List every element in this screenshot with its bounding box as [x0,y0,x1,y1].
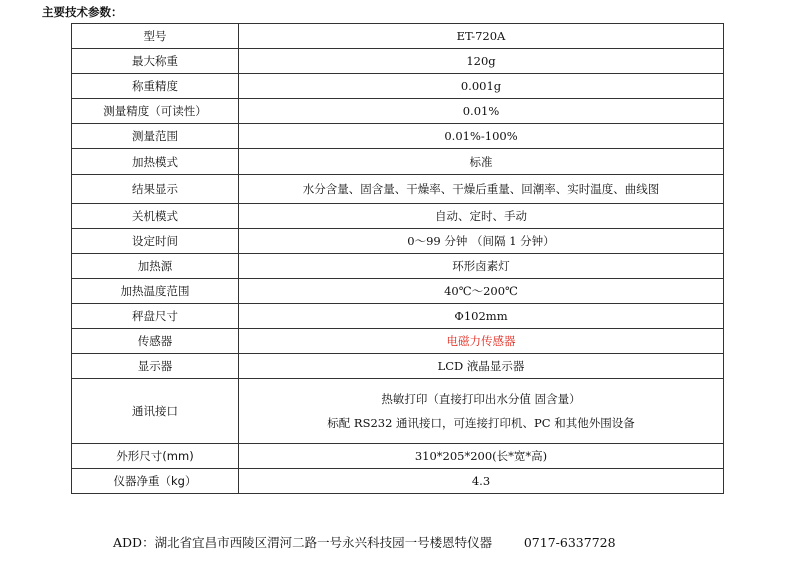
param-value-highlight: 电磁力传感器 [239,329,724,354]
table-row [72,444,724,469]
param-value: 0～99 分钟 （间隔 1 分钟） [239,229,724,254]
param-value: 0.01% [239,99,724,124]
param-name: 型号 [72,24,239,49]
table-row [72,24,724,49]
table-row [72,469,724,494]
section-heading: 主要技术参数： [42,5,123,19]
param-name: 测量范围 [72,124,239,149]
param-name: 秤盘尺寸 [72,304,239,329]
param-value-line: 标配 RS232 通讯接口，可连接打印机、PC 和其他外围设备 [327,416,635,430]
param-name: 外形尺寸(mm) [72,444,239,469]
param-value: 0.01%-100% [239,124,724,149]
param-name: 结果显示 [72,175,239,204]
param-value: 40℃～200℃ [239,279,724,304]
param-name: 加热模式 [72,149,239,175]
param-name: 称重精度 [72,74,239,99]
param-name: 最大称重 [72,49,239,74]
param-name: 仪器净重（kg） [72,469,239,494]
table-row [72,329,724,354]
param-value: Φ102mm [239,304,724,329]
table-row [72,124,724,149]
param-value: 水分含量、固含量、干燥率、干燥后重量、回潮率、实时温度、曲线图 [239,175,724,204]
param-value-line: 热敏打印（直接打印出水分值 固含量） [381,392,581,406]
param-name: 通讯接口 [72,379,239,444]
table-row [72,229,724,254]
address-footer: ADD：湖北省宜昌市西陵区渭河二路一号永兴科技园一号楼恩特仪器 0717-6337728 [113,535,616,550]
param-value: 310*205*200(长*宽*高) [239,444,724,469]
table-row [72,254,724,279]
param-value [239,379,724,444]
table-row [72,175,724,204]
param-name: 测量精度（可读性） [72,99,239,124]
param-value: ET-720A [239,24,724,49]
table-row [72,304,724,329]
table-row [72,149,724,175]
table-row [72,354,724,379]
param-name: 关机模式 [72,204,239,229]
param-name: 设定时间 [72,229,239,254]
param-name: 显示器 [72,354,239,379]
table-row [72,379,724,444]
param-value: 环形卤素灯 [239,254,724,279]
param-value: 自动、定时、手动 [239,204,724,229]
param-value: LCD 液晶显示器 [239,354,724,379]
param-name: 加热温度范围 [72,279,239,304]
param-name: 加热源 [72,254,239,279]
table-row [72,49,724,74]
table-row [72,279,724,304]
param-value: 0.001g [239,74,724,99]
param-value: 120g [239,49,724,74]
param-name: 传感器 [72,329,239,354]
spec-table [71,23,724,494]
param-value: 标准 [239,149,724,175]
table-row [72,204,724,229]
table-row [72,74,724,99]
table-row [72,99,724,124]
param-value: 4.3 [239,469,724,494]
